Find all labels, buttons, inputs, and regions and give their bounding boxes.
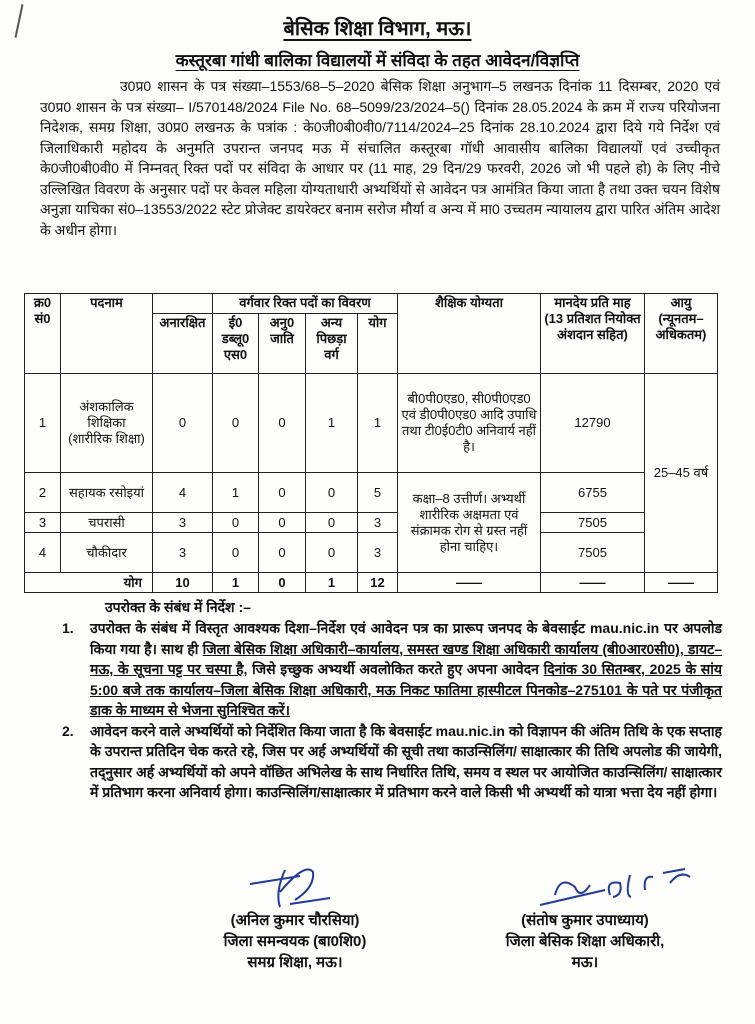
signatory-designation: जिला बेसिक शिक्षा अधिकारी, <box>505 933 665 950</box>
cell-unreserved: 0 <box>153 374 213 473</box>
signatory-2 <box>470 910 700 973</box>
cell-obc: 1 <box>306 374 358 473</box>
cell-total: 3 <box>358 533 398 573</box>
cell-shared-qualification: कक्षा–8 उत्तीर्ण। अभ्यर्थी शारीरिक अक्षमता एवं संक्रामक रोग से ग्रस्त नहीं होना चाहिए। <box>398 473 541 573</box>
cell-total: 3 <box>358 513 398 533</box>
text-part: , जिसे इच्छुक अभ्यर्थी अवलोकित करते हुए अपना आवेदन <box>243 661 544 677</box>
notice-subject: कस्तूरबा गांधी बालिका विद्यालयों में संविदा के तहत आवेदन/विज्ञप्ति <box>175 51 580 70</box>
cell-obc: 0 <box>306 513 358 533</box>
instruction-item-2 <box>62 721 722 803</box>
cell-ews: 0 <box>213 513 259 533</box>
cell-post: चपरासी <box>61 513 153 533</box>
cell-ews: 0 <box>213 533 259 573</box>
item-text: आवेदन करने वाले अभ्यर्थियों को निर्देशित किया जाता है कि बेवसाईट mau.nic.in को विज्ञापन की अंतिम तिथि के एक सप्ताह के उपरान्त प्रतिदिन चेक करते रहे, जिस पर अर्ह अभ्यर्थियों की सूची तथा काउन्सिलिंग/ साक्षात्कार की तिथि अपलोड की जायेगी, तद्नुसार अर्ह अभ्यर्थियों को अपने वॉछित अभिलेख के साथ निर्धारित तिथि, समय व स्थल पर आयोजित काउन्सिलिंग/ साक्षात्कार में प्रतिभाग करना अनिवार्य होगा। काउन्सिलिंग/साक्षात्कार में प्रतिभाग करने वाले किसी भी अभ्यर्थी को यात्रा भत्ता देय नहीं होगा। <box>90 722 722 800</box>
cell-sc: 0 <box>259 513 306 533</box>
cell-salary: 7505 <box>541 533 645 573</box>
signatory-1 <box>180 910 410 973</box>
cell-post: चौकीदार <box>61 533 153 573</box>
cell-sno: 2 <box>25 473 61 513</box>
header-salary: मानदेय प्रति माह (13 प्रतिशत नियोक्त अंशदान सहित) <box>541 294 645 374</box>
cell-unreserved: 3 <box>153 533 213 573</box>
total-obc: 1 <box>306 573 358 593</box>
instructions-list <box>62 618 722 803</box>
signatory-name: (संतोष कुमार उपाध्याय) <box>521 912 649 929</box>
cell-salary: 7505 <box>541 513 645 533</box>
totals-row <box>25 573 718 593</box>
cell-total: 5 <box>358 473 398 513</box>
cell-unreserved: 4 <box>153 473 213 513</box>
signatory-office: समग्र शिक्षा, मऊ। <box>247 954 343 971</box>
cell-qualification: बी0पी0एड0, सी0पी0एड0 एवं डी0पी0एड0 आदि उपाधि तथा टी0ई0टी0 अनिवार्य नहीं है। <box>398 374 541 473</box>
cell-sno: 3 <box>25 513 61 533</box>
totals-label: योग <box>25 573 153 593</box>
cell-obc: 0 <box>306 533 358 573</box>
cell-post: सहायक रसोइयां <box>61 473 153 513</box>
item-number: 2. <box>62 722 74 739</box>
item-number: 1. <box>62 620 74 636</box>
item-text <box>90 618 722 721</box>
table-row <box>25 374 718 473</box>
header-obc: अन्य पिछड़ा वर्ग <box>306 314 358 374</box>
intro-paragraph: उ0प्र0 शासन के पत्र संख्या–1553/68–5–2020 बेसिक शिक्षा अनुभाग–5 लखनऊ दिनांक 11 दिसम्बर, 2020 एवं उ0प्र0 शासन के पत्र संख्या– I/570148/2024 File No. 68–5099/23/2024–5() दिनांक 28.05.2024 के क्रम में राज्य परियोजना निदेशक, समग्र शिक्षा, उ0प्र0 लखनऊ के पत्रांक : के0जी0बी0वी0/7114/2024–25 दिनांक 28.10.2024 द्वारा दिये गये निर्देश एवं जिलाधिकारी महोदय के अनुमति उपरान्त जनपद मऊ में संचालित कस्तूरबा गॉधी आवासीय बालिका विद्यालयों एवं उच्चीकृत के0जी0बी0वी0 में निम्नवत् रिक्त पदों पर संविदा के आधार पर (11 माह, 29 दिन/29 फरवरी, 2026 जो भी पहले हो) के लिए नीचे उल्लिखित विवरण के अनुसार पदों पर केवल महिला योग्यताधारी अभ्यर्थियों से आवेदन पत्र आमंत्रित किया जाता है तथा उक्त चयन विशेष अनुज्ञा याचिका सं0–13553/2022 स्टेट प्रोजेक्ट डायरेक्टर बनाम सरोज मौर्या व अन्य में मा0 उच्चतम न्यायालय द्वारा पारित अंतिम आदेश के अधीन होगा। <box>40 78 721 238</box>
header-qualification: शैक्षिक योग्यता <box>398 294 541 374</box>
vacancy-table <box>24 293 718 593</box>
cell-ews: 1 <box>213 473 259 513</box>
header-age: आयु (न्यूनतम–अधिकतम) <box>645 294 718 374</box>
underlined-deadline: दिनांक 30 सितम्बर, 2025 के सांय 5:00 बजे तक कार्यालय–जिला बेसिक शिक्षा अधिकारी, मऊ निकट फातिमा हास्पीटल पिनकोड–275101 के पते पर पंजीकृत डाक के माध्यम से भेजना सुनिश्चित करें। <box>90 661 723 718</box>
header-sno: क्र0 सं0 <box>25 294 61 374</box>
total-qualification: —— <box>398 573 541 593</box>
text-part: उपरोक्त के संबंध में विस्तृत आवश्यक दिशा–निर्देश एवं आवेदन पत्र का प्रारूप जनपद के बेवसाईट mau.nic.in पर अपलोड किया गया है। साथ ही <box>90 620 722 657</box>
header-unreserved: अनारक्षित <box>153 314 213 374</box>
cell-sc: 0 <box>259 533 306 573</box>
cell-unreserved: 3 <box>153 513 213 533</box>
cell-total: 1 <box>358 374 398 473</box>
total-salary: —— <box>541 573 645 593</box>
signatory-designation: जिला समन्वयक (बा0शि0) <box>223 933 367 950</box>
department-title: बेसिक शिक्षा विभाग, मऊ। <box>283 18 472 40</box>
signature-2-icon <box>535 865 695 915</box>
cell-ews: 0 <box>213 374 259 473</box>
total-sc: 0 <box>259 573 306 593</box>
total-unreserved: 10 <box>153 573 213 593</box>
header-ews: ई0 डब्लू0 एस0 <box>213 314 259 374</box>
cell-sc: 0 <box>259 374 306 473</box>
cell-salary: 12790 <box>541 374 645 473</box>
cell-age: 25–45 वर्ष <box>645 374 718 573</box>
header-total: योग <box>358 314 398 374</box>
instructions-heading: उपरोक्त के संबंध में निर्देश :– <box>105 599 251 615</box>
cell-sno: 1 <box>25 374 61 473</box>
table-row <box>25 533 718 573</box>
signatory-office: मऊ। <box>571 954 599 971</box>
header-category-group: वर्गवार रिक्त पदों का विवरण <box>213 294 398 314</box>
underlined-offices: जिला बेसिक शिक्षा अधिकारी–कार्यालय, समस्त खण्ड शिक्षा अधिकारी कार्यालय (बी0आर0सी0), डायट–मऊ, के सूचना पट्ट पर चस्पा है <box>90 640 722 677</box>
table-row <box>25 473 718 513</box>
cell-obc: 0 <box>306 473 358 513</box>
cell-post: अंशकालिक शिक्षिका (शारीरिक शिक्षा) <box>61 374 153 473</box>
cell-sno: 4 <box>25 533 61 573</box>
total-age: —— <box>645 573 718 593</box>
cell-sc: 0 <box>259 473 306 513</box>
header-sc: अनु0 जाति <box>259 314 306 374</box>
instruction-item-1 <box>62 618 722 721</box>
total-total: 12 <box>358 573 398 593</box>
signatory-name: (अनिल कुमार चौरसिया) <box>230 912 360 929</box>
cell-salary: 6755 <box>541 473 645 513</box>
total-ews: 1 <box>213 573 259 593</box>
signature-1-icon <box>245 862 335 912</box>
header-post: पदनाम <box>61 294 153 374</box>
table-row <box>25 513 718 533</box>
